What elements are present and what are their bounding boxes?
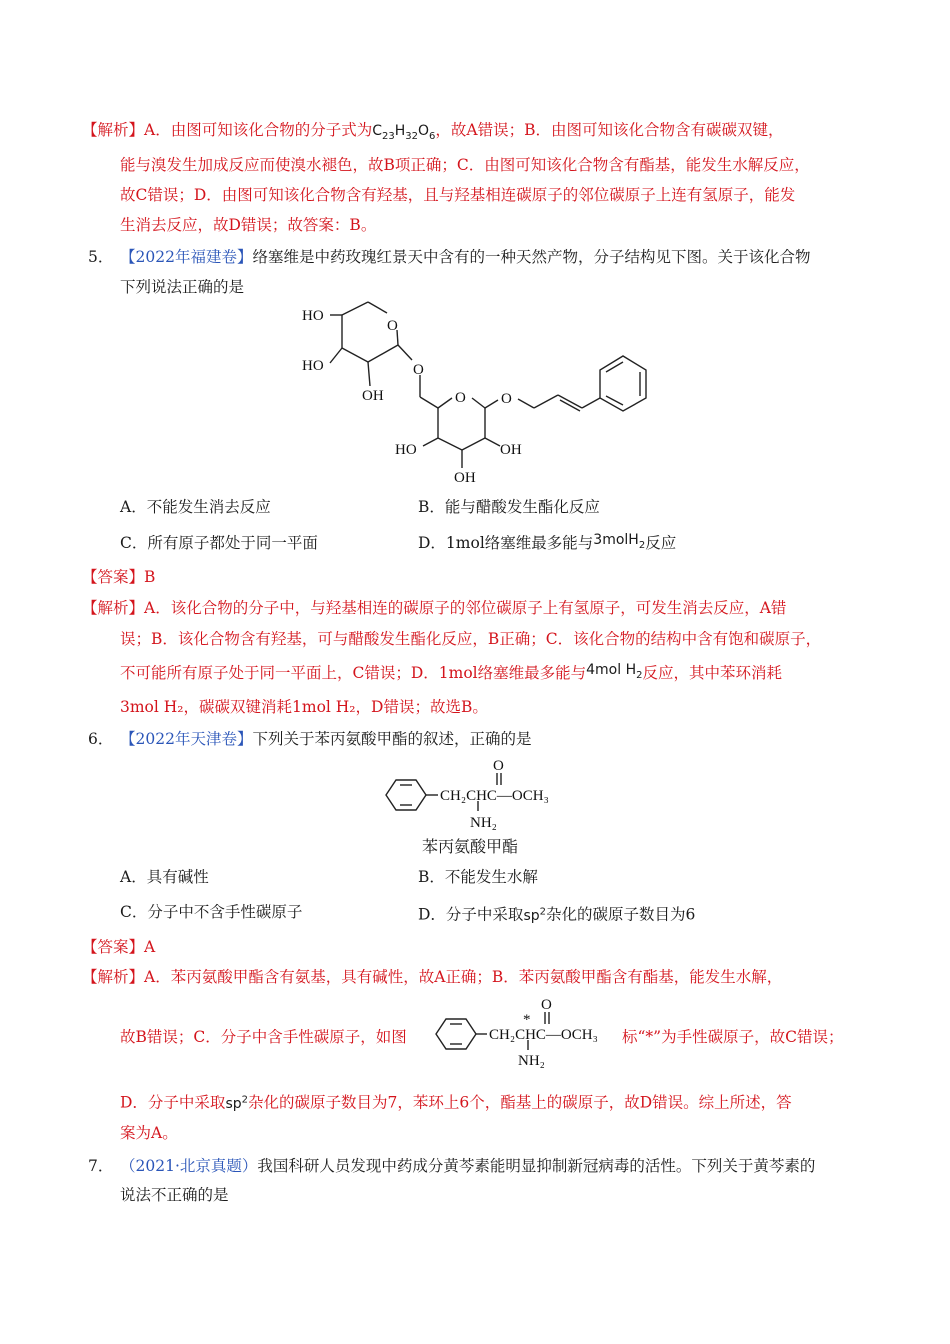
q6-option-d (418, 901, 695, 927)
hydroxyl-label: OH (454, 470, 476, 486)
carbonyl-oxygen-label: O (541, 997, 552, 1013)
formula (593, 532, 646, 551)
ring-oxygen-label: O (387, 318, 398, 334)
q5-option-c: C．所有原子都处于同一平面 (120, 534, 318, 552)
formula-sub: 2 (636, 669, 643, 681)
q7-stem-line-2: 说法不正确的是 (120, 1186, 229, 1204)
formula-part: 4mol H (586, 662, 637, 678)
question-number: 5． (88, 248, 114, 266)
analysis-text: A．苯丙氨酸甲酯含有氨基，具有碱性，故A正确；B．苯丙氨酸甲酯含有酯基，能发生水解， (144, 968, 783, 986)
analysis-text: 杂化的碳原子数目为7，苯环上6个，酯基上的碳原子，故D错误。综上所述，答 (248, 1093, 792, 1112)
hydroxyl-label: HO (302, 308, 324, 324)
q5-analysis-line-2: 误；B．该化合物含有羟基，可与醋酸发生酯化反应，B正确；C．该化合物的结构中含有饱和碳原子， (120, 630, 822, 648)
option-text: D．1mol络塞维最多能与 (418, 534, 594, 552)
q5-stem-line-1 (120, 246, 810, 268)
q6-analysis-line-1 (82, 966, 782, 988)
analysis-text: ，故A错误；B．由图可知该化合物含有碳碳双键， (435, 121, 784, 139)
question-source: （2021·北京真题） (120, 1157, 258, 1175)
analysis-text: A．该化合物的分子中，与羟基相连的碳原子的邻位碳原子上有氢原子，可发生消去反应，A错 (144, 599, 787, 617)
option-text: 杂化的碳原子数目为6 (546, 905, 696, 924)
q6-stem (120, 728, 531, 750)
question-number: 7． (88, 1157, 114, 1175)
formula-sup: 2 (539, 906, 546, 917)
formula-part: C (372, 123, 382, 139)
formula-sub: 6 (429, 130, 436, 142)
q6-option-c: C．分子中不含手性碳原子 (120, 903, 303, 921)
analysis-label: 【解析】 (82, 121, 145, 139)
question-source: 【2022年天津卷】 (120, 730, 253, 748)
question-stem: 我国科研人员发现中药成分黄芩素能明显抑制新冠病毒的活性。下列关于黄芩素的 (257, 1157, 816, 1175)
hydroxyl-label: HO (395, 442, 417, 458)
q5-stem-line-2: 下列说法正确的是 (120, 278, 245, 296)
analysis-text: D．分子中采取 (120, 1093, 226, 1112)
formula-sub: 32 (405, 130, 418, 142)
chiral-marker: * (523, 1012, 531, 1028)
q6-analysis-line-2a: 故B错误；C．分子中含手性碳原子，如图 (120, 1028, 407, 1046)
q5-answer: 【答案】B (82, 568, 156, 586)
hybridization (523, 908, 546, 924)
compound-name: 苯丙氨酸甲酯 (422, 837, 519, 856)
q6-analysis-line-4: 案为A。 (120, 1124, 178, 1142)
q4-analysis-line-4: 生消去反应，故D错误；故答案：B。 (120, 216, 377, 234)
linking-oxygen-label: O (413, 362, 424, 378)
formula (586, 662, 643, 681)
question-stem: 下列关于苯丙氨酸甲酯的叙述，正确的是 (252, 730, 532, 748)
side-chain-label: CH₂CHC—OCH₃ (440, 788, 549, 804)
formula-part: 3molH (593, 532, 639, 548)
formula-part: H (394, 123, 406, 139)
analysis-text: 反应，其中苯环消耗 (642, 664, 783, 682)
amino-label: NH₂ (470, 815, 497, 831)
question-source: 【2022年福建卷】 (120, 248, 253, 266)
q5-option-d (418, 532, 676, 561)
rosavin-structure (290, 300, 670, 490)
ether-oxygen-label: O (501, 391, 512, 407)
q5-analysis-line-3 (120, 662, 782, 691)
hydroxyl-label: OH (500, 442, 522, 458)
molecular-formula (372, 123, 436, 142)
question-number: 6． (88, 730, 114, 748)
analysis-label: 【解析】 (82, 599, 145, 617)
q4-analysis-line-3: 故C错误；D．由图可知该化合物含有羟基，且与羟基相连碳原子的邻位碳原子上连有氢原子，能发 (120, 186, 796, 204)
q6-analysis-line-3 (120, 1089, 792, 1115)
analysis-text: A．由图可知该化合物的分子式为 (144, 121, 373, 139)
question-stem: 络塞维是中药玫瑰红景天中含有的一种天然产物，分子结构见下图。关于该化合物 (252, 248, 811, 266)
option-text: 反应 (645, 534, 677, 552)
q4-analysis-line-1 (82, 119, 784, 148)
formula-sup: 2 (241, 1094, 248, 1105)
q6-answer: 【答案】A (82, 938, 156, 956)
analysis-text: 不可能所有原子处于同一平面上，C错误；D．1mol络塞维最多能与 (120, 664, 587, 682)
q4-analysis-line-2: 能与溴发生加成反应而使溴水褪色，故B项正确；C．由图可知该化合物含有酯基，能发生水解反应， (120, 156, 810, 174)
q5-option-a: A．不能发生消去反应 (120, 498, 271, 516)
carbonyl-oxygen-label: O (493, 758, 504, 774)
formula-sub: 2 (638, 539, 646, 551)
q6-analysis-line-2b: 标“*”为手性碳原子，故C错误； (622, 1028, 844, 1046)
analysis-label: 【解析】 (82, 968, 145, 986)
q5-option-b: B．能与醋酸发生酯化反应 (418, 498, 600, 516)
formula-sub: 23 (382, 130, 395, 142)
hydroxyl-label: HO (302, 358, 324, 374)
q6-option-b: B．不能发生水解 (418, 868, 538, 886)
formula-part: sp (225, 1095, 242, 1112)
formula-part: O (418, 123, 430, 139)
side-chain-label: CH₂CHC—OCH₃ (489, 1027, 598, 1043)
chiral-carbon-structure (432, 994, 622, 1070)
option-text: D．分子中采取 (418, 905, 524, 924)
q5-analysis-line-1 (82, 597, 786, 619)
hybridization (225, 1096, 248, 1112)
q5-analysis-line-4: 3mol H₂，碳碳双键消耗1mol H₂，D错误；故选B。 (120, 698, 488, 716)
ring-oxygen-label: O (455, 390, 466, 406)
phenylalanine-methyl-ester-structure (380, 755, 580, 835)
hydroxyl-label: OH (362, 388, 384, 404)
q6-option-a: A．具有碱性 (120, 868, 209, 886)
formula-part: sp (523, 907, 540, 924)
q7-stem-line-1 (120, 1155, 815, 1177)
amino-label: NH₂ (518, 1053, 545, 1069)
